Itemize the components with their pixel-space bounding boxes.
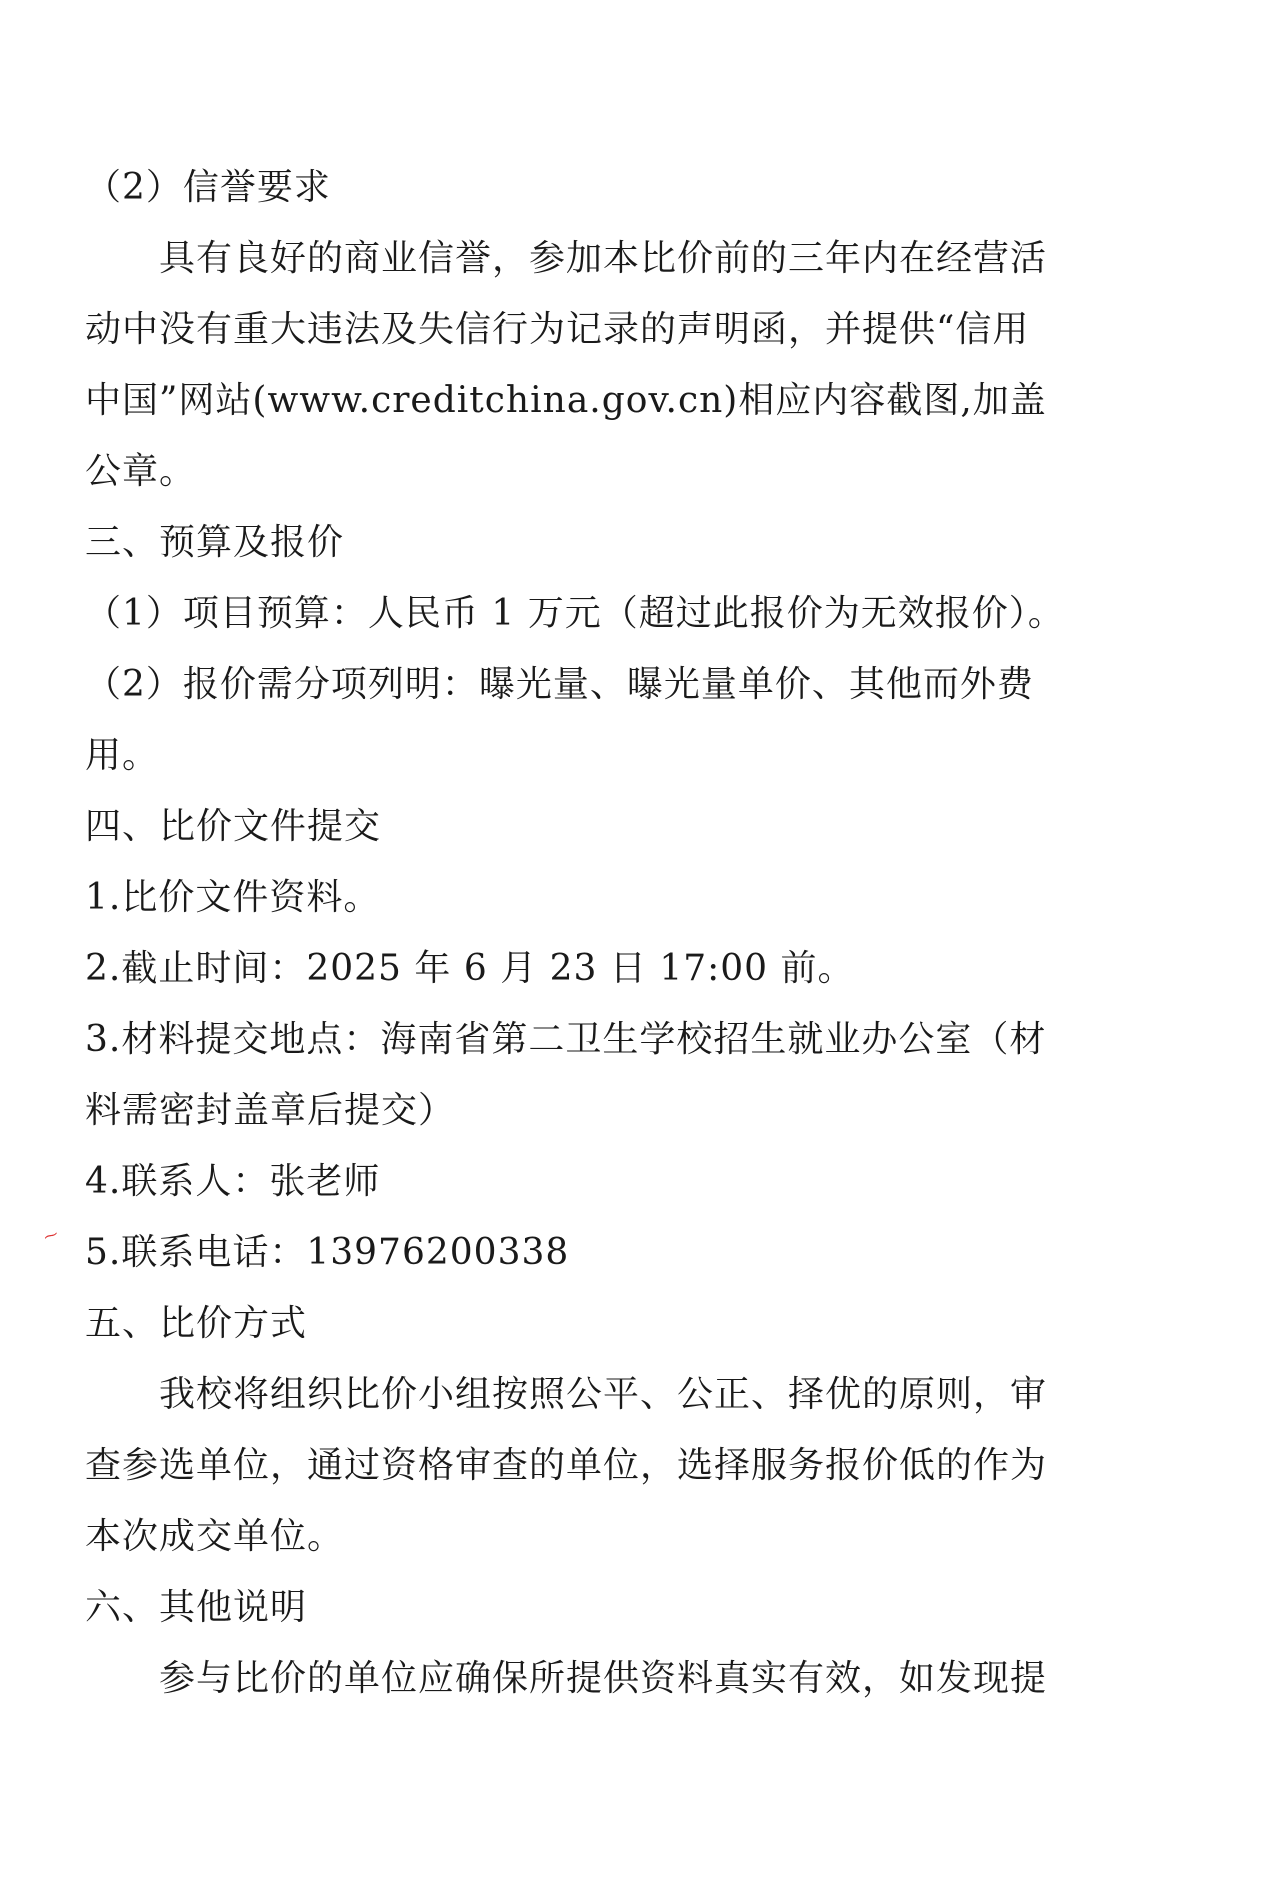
paragraph-line: （2）报价需分项列明：曝光量、曝光量单价、其他而外费 [85, 664, 1034, 705]
paragraph-line: 本次成交单位。 [85, 1516, 345, 1557]
section-heading-other: 六、其他说明 [85, 1587, 308, 1628]
paragraph-line: 具有良好的商业信誉，参加本比价前的三年内在经营活 [159, 238, 1048, 279]
section-heading-budget: 三、预算及报价 [85, 522, 345, 563]
section-heading-submission: 四、比价文件提交 [85, 806, 382, 847]
list-item: 3.材料提交地点：海南省第二卫生学校招生就业办公室（材 [85, 1019, 1047, 1060]
document-body [85, 152, 1135, 1714]
list-item: 5.联系电话：13976200338 [85, 1232, 570, 1273]
paragraph-line: 动中没有重大违法及失信行为记录的声明函，并提供“信用 [85, 309, 1030, 350]
paragraph-line: 用。 [85, 735, 160, 776]
paragraph-line: 公章。 [85, 451, 197, 492]
pen-mark-decoration: ⁓ [41, 1226, 61, 1246]
paragraph-line: 我校将组织比价小组按照公平、公正、择优的原则，审 [159, 1374, 1048, 1415]
section-heading-method: 五、比价方式 [85, 1303, 308, 1344]
list-item-continued: 料需密封盖章后提交） [85, 1090, 456, 1131]
list-item: 1.比价文件资料。 [85, 877, 381, 918]
paragraph-line: 查参选单位，通过资格审查的单位，选择服务报价低的作为 [85, 1445, 1048, 1486]
paragraph-line: （1）项目预算：人民币 1 万元（超过此报价为无效报价）。 [85, 593, 1065, 634]
list-item: 2.截止时间：2025 年 6 月 23 日 17:00 前。 [85, 948, 855, 989]
list-item: 4.联系人：张老师 [85, 1161, 381, 1202]
paragraph-line: 中国”网站(www.creditchina.gov.cn)相应内容截图,加盖 [85, 380, 1047, 421]
section-heading-credit: （2）信誉要求 [85, 167, 331, 208]
paragraph-line: 参与比价的单位应确保所提供资料真实有效，如发现提 [159, 1658, 1048, 1699]
